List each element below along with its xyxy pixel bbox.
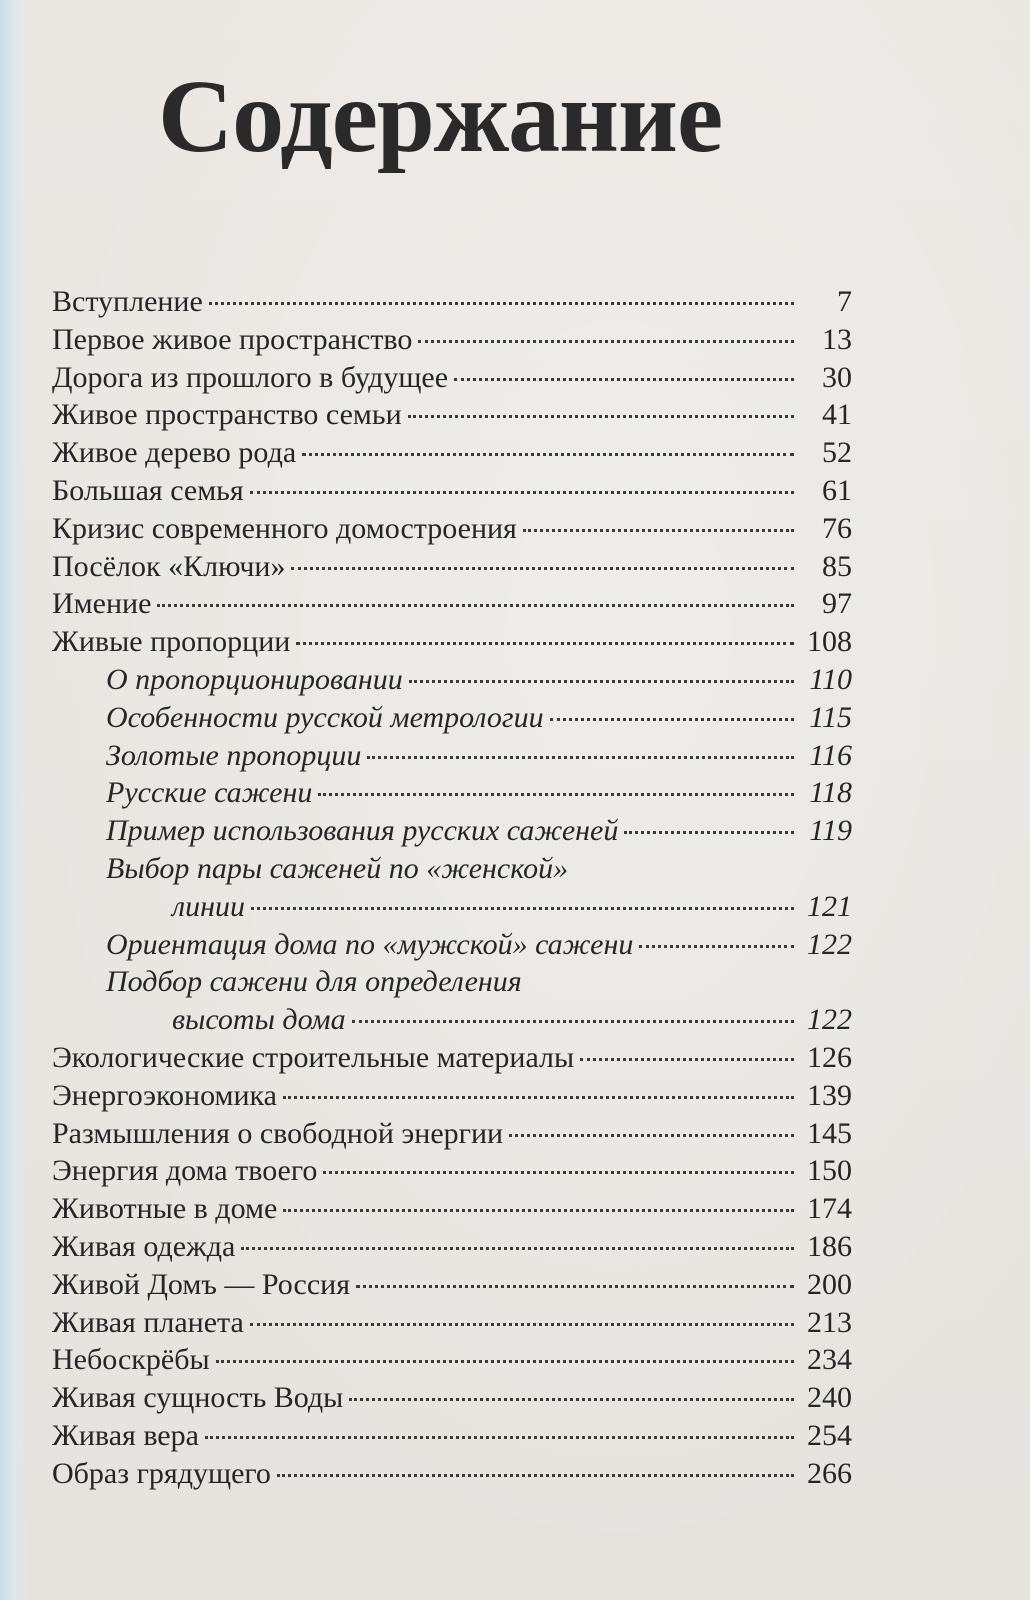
toc-page-number: 126 [807,1040,852,1074]
toc-entry [52,1417,852,1455]
toc-entry-title: Живое пространство семьи [52,398,402,432]
toc-page-number: 41 [822,398,852,432]
toc-page-number: 200 [807,1267,852,1301]
toc-entry-title: Живое дерево рода [52,436,297,470]
toc-entry [52,850,852,888]
toc-page-number: 234 [807,1343,852,1377]
toc-page-number: 110 [809,662,852,696]
toc-entry [52,472,852,510]
dot-leader [409,680,794,683]
dot-leader [250,1323,794,1326]
toc-entry [52,548,852,586]
toc-entry-title: Ориентация дома по «мужской» сажени [106,927,634,961]
dot-leader [523,529,794,532]
toc-page-number: 85 [822,549,852,583]
toc-entry-title: Живой Домъ — Россия [52,1267,351,1301]
dot-leader [205,1436,794,1439]
dot-leader [639,945,794,948]
toc-entry [52,737,852,775]
toc-entry [52,774,852,812]
toc-entry [52,1341,852,1379]
toc-entry-title: Особенности русской метрологии [106,700,544,734]
toc-entry [52,1115,852,1153]
toc-entry [52,963,852,1001]
toc-entry-title: Золотые пропорции [106,738,362,772]
toc-entry-title: Животные в доме [52,1192,278,1226]
toc-page-number: 145 [807,1116,852,1150]
toc-entry-title: Размышления о свободной энергии [52,1116,504,1150]
toc-entry [52,926,852,964]
dot-leader [250,491,794,494]
dot-leader [283,1096,794,1099]
dot-leader [323,1171,794,1174]
toc-page-number: 61 [822,473,852,507]
toc-entry-title: Подбор сажени для определения [106,965,522,999]
dot-leader [624,831,794,834]
toc-page-number: 213 [807,1305,852,1339]
toc-entry-title: Живая вера [52,1418,199,1452]
toc-entry [52,1001,852,1039]
toc-entry-title: Русские сажени [106,776,313,810]
toc-entry [52,1152,852,1190]
toc-entry-title: Имение [52,587,152,621]
toc-entry [52,623,852,661]
toc-entry [52,1039,852,1077]
dot-leader [283,1209,794,1212]
dot-leader [580,1058,794,1061]
toc-entry [52,699,852,737]
toc-entry-title: Небоскрёбы [52,1343,210,1377]
toc-page-number: 122 [807,1003,852,1037]
dot-leader [349,1398,794,1401]
toc-entry-title: Первое живое пространство [52,322,413,356]
toc-entry-title: высоты дома [172,1003,346,1037]
dot-leader [352,1020,794,1023]
toc-page-number: 240 [807,1381,852,1415]
toc-entry [52,661,852,699]
dot-leader [157,604,794,607]
dot-leader [367,756,794,759]
toc-entry [52,585,852,623]
toc-entry [52,396,852,434]
toc-entry-title: О пропорционировании [106,662,403,696]
page-edge-shadow [0,0,26,1600]
dot-leader [509,1134,794,1137]
toc-page-number: 254 [807,1418,852,1452]
table-of-contents [52,283,852,1493]
dot-leader [418,340,794,343]
toc-entry [52,1455,852,1493]
toc-page-number: 108 [807,625,852,659]
page-title: Содержание [158,59,723,174]
dot-leader [454,378,794,381]
dot-leader [550,718,794,721]
toc-entry-title: Выбор пары саженей по «женской» [106,851,569,885]
toc-page-number: 76 [822,511,852,545]
toc-entry-title: Живая сущность Воды [52,1381,344,1415]
dot-leader [251,907,794,910]
toc-page-number: 7 [837,285,852,318]
toc-entry-title: линии [172,889,245,923]
toc-entry [52,888,852,926]
toc-page-number: 115 [809,700,852,734]
toc-entry [52,321,852,359]
dot-leader [318,793,794,796]
toc-entry [52,359,852,397]
toc-entry [52,1228,852,1266]
toc-page-number: 116 [809,738,852,772]
toc-entry-title: Энергоэкономика [52,1078,277,1112]
toc-entry-title: Кризис современного домостроения [52,511,517,545]
toc-entry [52,1077,852,1115]
dot-leader [277,1474,794,1477]
toc-entry-title: Живая одежда [52,1229,236,1263]
toc-entry [52,510,852,548]
dot-leader [408,415,794,418]
toc-entry [52,1190,852,1228]
toc-entry-title: Энергия дома твоего [52,1154,318,1188]
toc-page-number: 52 [822,436,852,470]
toc-entry [52,1304,852,1342]
toc-page-number: 97 [822,587,852,621]
toc-entry-title: Образ грядущего [52,1456,271,1490]
toc-page-number: 122 [807,927,852,961]
dot-leader [302,453,794,456]
toc-entry [52,1266,852,1304]
toc-page-number: 150 [807,1154,852,1188]
toc-page-number: 186 [807,1229,852,1263]
toc-page-number: 121 [807,889,852,923]
toc-entry-title: Пример использования русских саженей [106,814,619,848]
toc-entry [52,283,852,321]
toc-entry-title: Живые пропорции [52,625,291,659]
toc-entry [52,812,852,850]
dot-leader [209,302,794,305]
dot-leader [241,1247,794,1250]
dot-leader [216,1360,794,1363]
toc-page-number: 119 [809,814,852,848]
toc-entry-title: Большая семья [52,473,244,507]
dot-leader [291,567,794,570]
toc-entry-title: Живая планета [52,1305,244,1339]
toc-entry-title: Посёлок «Ключи» [52,549,286,583]
toc-page-number: 174 [807,1192,852,1226]
toc-page-number: 13 [822,322,852,356]
toc-page-number: 118 [809,776,852,810]
toc-entry-title: Дорога из прошлого в будущее [52,360,449,394]
toc-entry [52,434,852,472]
toc-entry-title: Вступление [52,285,203,318]
toc-entry [52,1379,852,1417]
toc-page-number: 30 [822,360,852,394]
dot-leader [356,1285,794,1288]
toc-page-number: 266 [807,1456,852,1490]
dot-leader [296,642,794,645]
toc-page-number: 139 [807,1078,852,1112]
toc-entry-title: Экологические строительные материалы [52,1040,575,1074]
